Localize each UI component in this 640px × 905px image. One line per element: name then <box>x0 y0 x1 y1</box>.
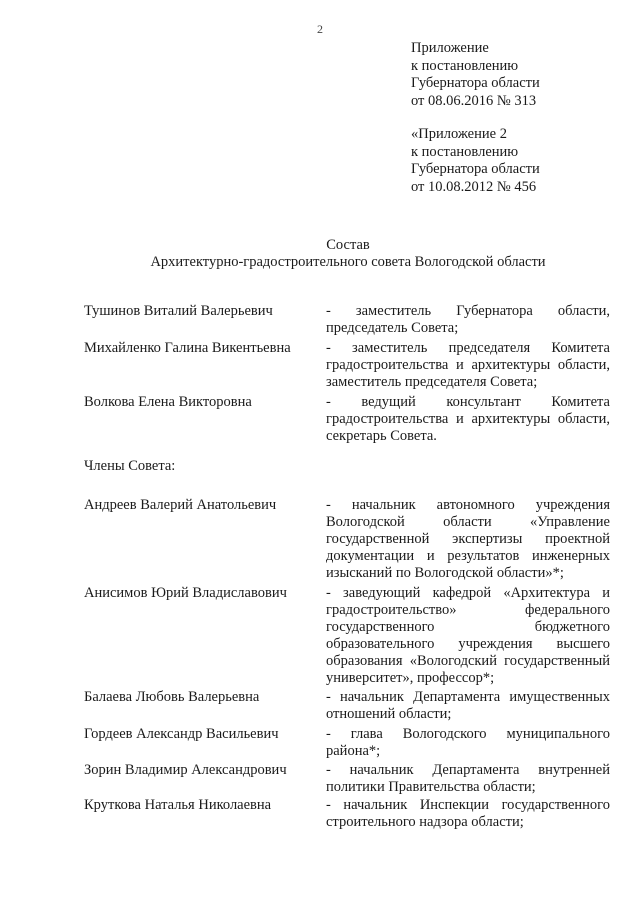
member-role: - глава Вологодского муниципального района*; <box>326 726 610 759</box>
member-name: Круткова Наталья Николаевна <box>84 797 272 813</box>
appendix-line: от 08.06.2016 № 313 <box>411 92 537 109</box>
member-role: - начальник автономного учреждения Вологодской области «Управление государственной экспертизы проектной документации и результатов инженерных изысканий по Вологодской области»*; <box>326 497 610 581</box>
appendix-line: Приложение <box>411 40 489 56</box>
member-name: Гордеев Александр Васильевич <box>84 726 279 742</box>
appendix-header-original <box>411 126 540 196</box>
members-heading: Члены Совета: <box>84 458 176 474</box>
appendix-line: «Приложение 2 <box>411 126 507 142</box>
document-subtitle: Архитектурно-градостроительного совета Вологодской области <box>150 254 546 270</box>
member-role: - начальник Департамента внутренней политики Правительства области; <box>326 762 610 795</box>
member-role: - заведующий кафедрой «Архитектура и градостроительство» федерального государственного бюджетного образовательного учреждения высшего образования «Вологодский государственный университет», профессор*; <box>326 585 610 686</box>
member-role: - заместитель Губернатора области, председатель Совета; <box>326 303 610 336</box>
member-name: Михайленко Галина Викентьевна <box>84 340 291 356</box>
member-name: Балаева Любовь Валерьевна <box>84 689 260 705</box>
appendix-header-current <box>411 40 540 110</box>
appendix-line: к постановлению <box>411 143 519 160</box>
member-name: Анисимов Юрий Владиславович <box>84 585 287 601</box>
member-role: - начальник Инспекции государственного строительного надзора области; <box>326 797 610 830</box>
member-name: Волкова Елена Викторовна <box>84 394 252 410</box>
member-name: Тушинов Виталий Валерьевич <box>84 303 273 319</box>
member-name: Зорин Владимир Александрович <box>84 762 287 778</box>
appendix-line: к постановлению <box>411 57 519 74</box>
member-name: Андреев Валерий Анатольевич <box>84 497 277 513</box>
page-number: 2 <box>317 22 323 36</box>
member-role: - ведущий консультант Комитета градостроительства и архитектуры области, секретарь Совета. <box>326 394 610 444</box>
member-role: - заместитель председателя Комитета градостроительства и архитектуры области, заместитель председателя Совета; <box>326 340 610 390</box>
appendix-line: от 10.08.2012 № 456 <box>411 178 537 195</box>
appendix-line: Губернатора области <box>411 75 540 91</box>
appendix-line: Губернатора области <box>411 161 540 177</box>
document-title: Состав <box>326 237 370 253</box>
member-role: - начальник Департамента имущественных отношений области; <box>326 689 610 722</box>
